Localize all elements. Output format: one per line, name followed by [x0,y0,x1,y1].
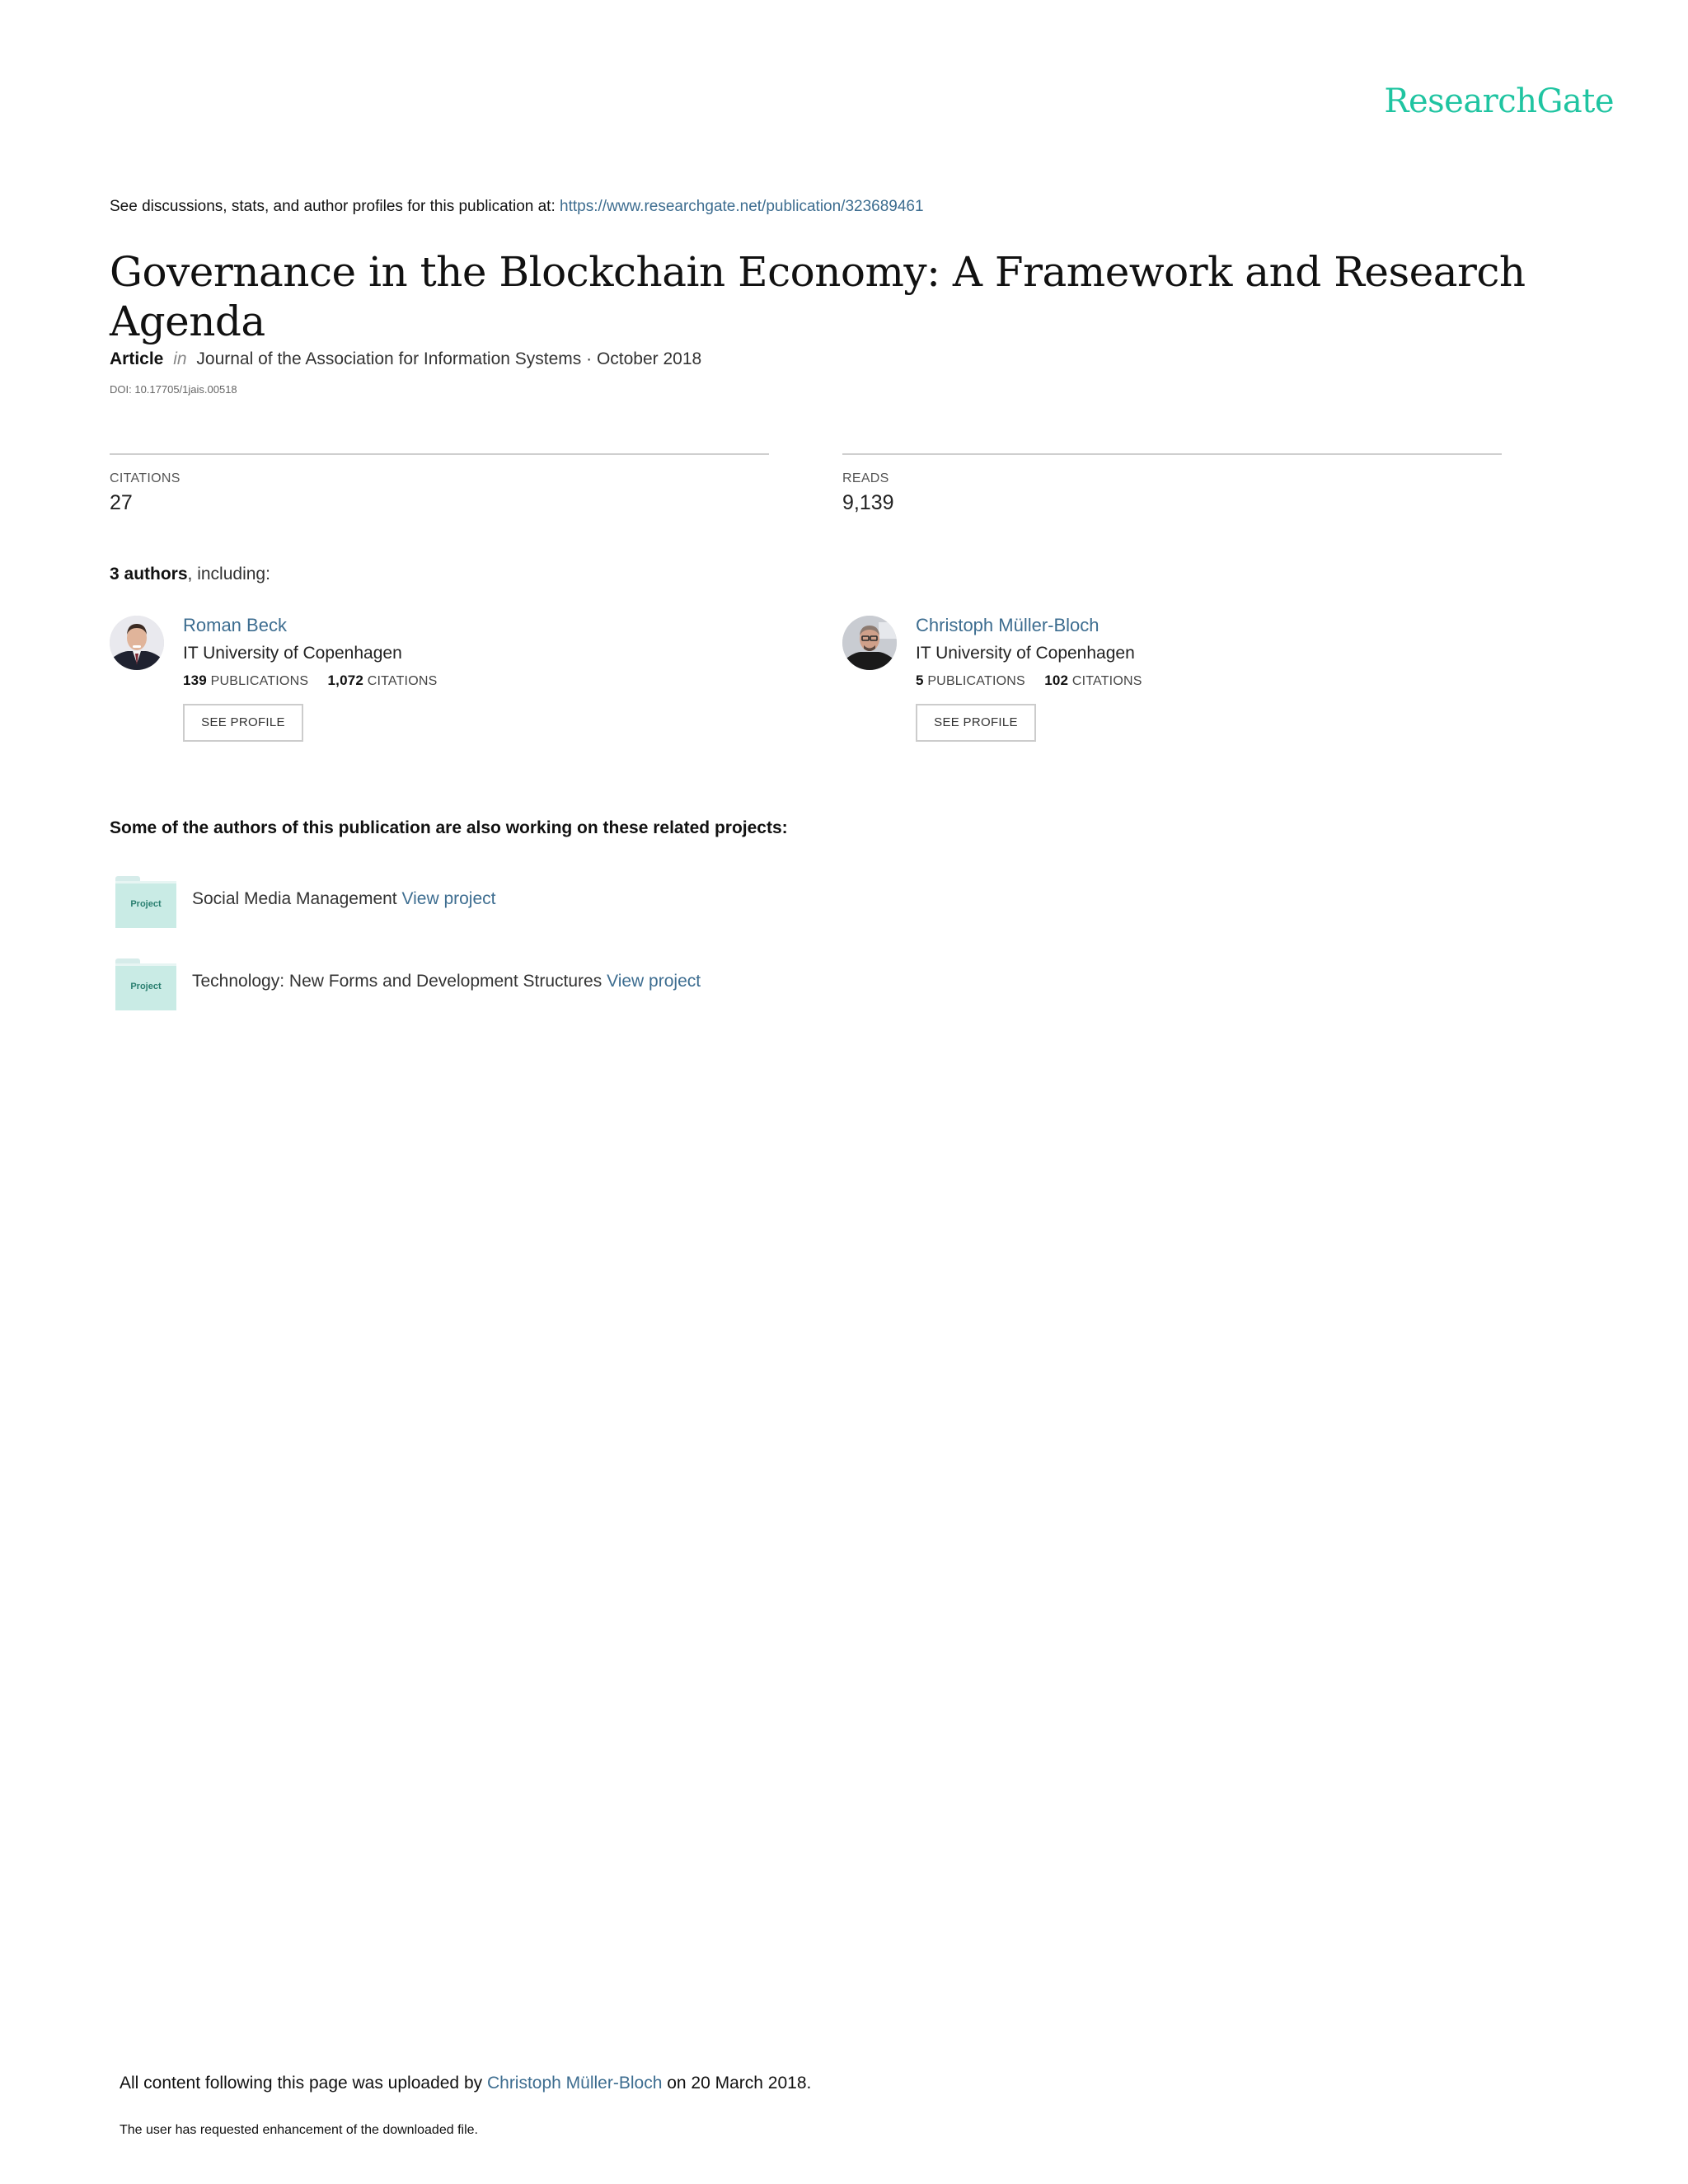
author-stats [183,673,437,689]
uploaded-by-line [120,2074,811,2093]
authors-suffix: , including: [187,565,270,583]
avatar[interactable] [842,616,897,670]
reads-value: 9,139 [842,491,894,514]
project-folder-icon [115,876,176,926]
authors-heading [110,565,270,584]
author-publications-count: 139 [183,673,207,688]
project-text [192,889,496,909]
project-item [115,958,1104,1010]
reads-label: READS [842,471,889,485]
uploaded-suffix: on 20 March 2018. [667,2074,812,2093]
see-discussions-text: See discussions, stats, and author profiles for this publication at: [110,198,556,215]
person-photo-icon [842,616,897,670]
project-item [115,876,1104,927]
author-card [110,614,769,754]
author-citations-label: CITATIONS [1071,674,1142,688]
avatar[interactable] [110,616,164,670]
project-icon-label: Project [130,899,162,909]
reads-stat [842,453,1502,515]
author-name-link[interactable]: Christoph Müller-Bloch [916,615,1100,635]
doi: DOI: 10.17705/1jais.00518 [110,383,237,396]
author-citations-label: CITATIONS [367,674,438,688]
author-citations-count: 102 [1044,673,1069,688]
uploaded-prefix: All content following this page was uploaded by [120,2074,483,2093]
in-word: in [173,349,187,368]
author-card [842,614,1502,754]
see-discussions-line [110,198,924,216]
project-name: Technology: New Forms and Development Structures [192,972,603,991]
see-profile-button[interactable]: SEE PROFILE [183,704,303,742]
related-projects-heading: Some of the authors of this publication are also working on these related projects: [110,818,788,837]
publication-title: Governance in the Blockchain Economy: A Framework and Research Agenda [110,248,1526,345]
researchgate-logo[interactable]: ResearchGate [1384,82,1614,120]
citations-stat [110,453,769,515]
citations-value: 27 [110,491,133,514]
author-publications-count: 5 [916,673,924,688]
author-info [916,614,1142,742]
project-folder-icon [115,958,176,1008]
author-citations-count: 1,072 [327,673,364,688]
author-stats [916,673,1142,689]
article-meta [110,349,701,369]
journal-and-date[interactable]: Journal of the Association for Information Systems · October 2018 [196,349,702,368]
publication-url-link[interactable]: https://www.researchgate.net/publication/323689461 [560,198,924,215]
citations-label: CITATIONS [110,471,181,485]
view-project-link[interactable]: View project [401,889,496,908]
authors-count: 3 authors [110,565,188,583]
project-icon-label: Project [130,982,162,991]
author-publications-label: PUBLICATIONS [210,674,309,688]
project-text [192,972,701,991]
view-project-link[interactable]: View project [607,972,701,991]
see-profile-button[interactable]: SEE PROFILE [916,704,1036,742]
enhancement-note: The user has requested enhancement of the downloaded file. [120,2123,478,2137]
article-type: Article [110,349,164,368]
author-institution: IT University of Copenhagen [916,644,1135,663]
author-publications-label: PUBLICATIONS [927,674,1025,688]
uploader-link[interactable]: Christoph Müller-Bloch [486,2074,663,2093]
author-name-link[interactable]: Roman Beck [183,615,287,635]
author-institution: IT University of Copenhagen [183,644,402,663]
author-info [183,614,437,742]
person-photo-icon [110,616,164,670]
project-name: Social Media Management [192,889,397,908]
